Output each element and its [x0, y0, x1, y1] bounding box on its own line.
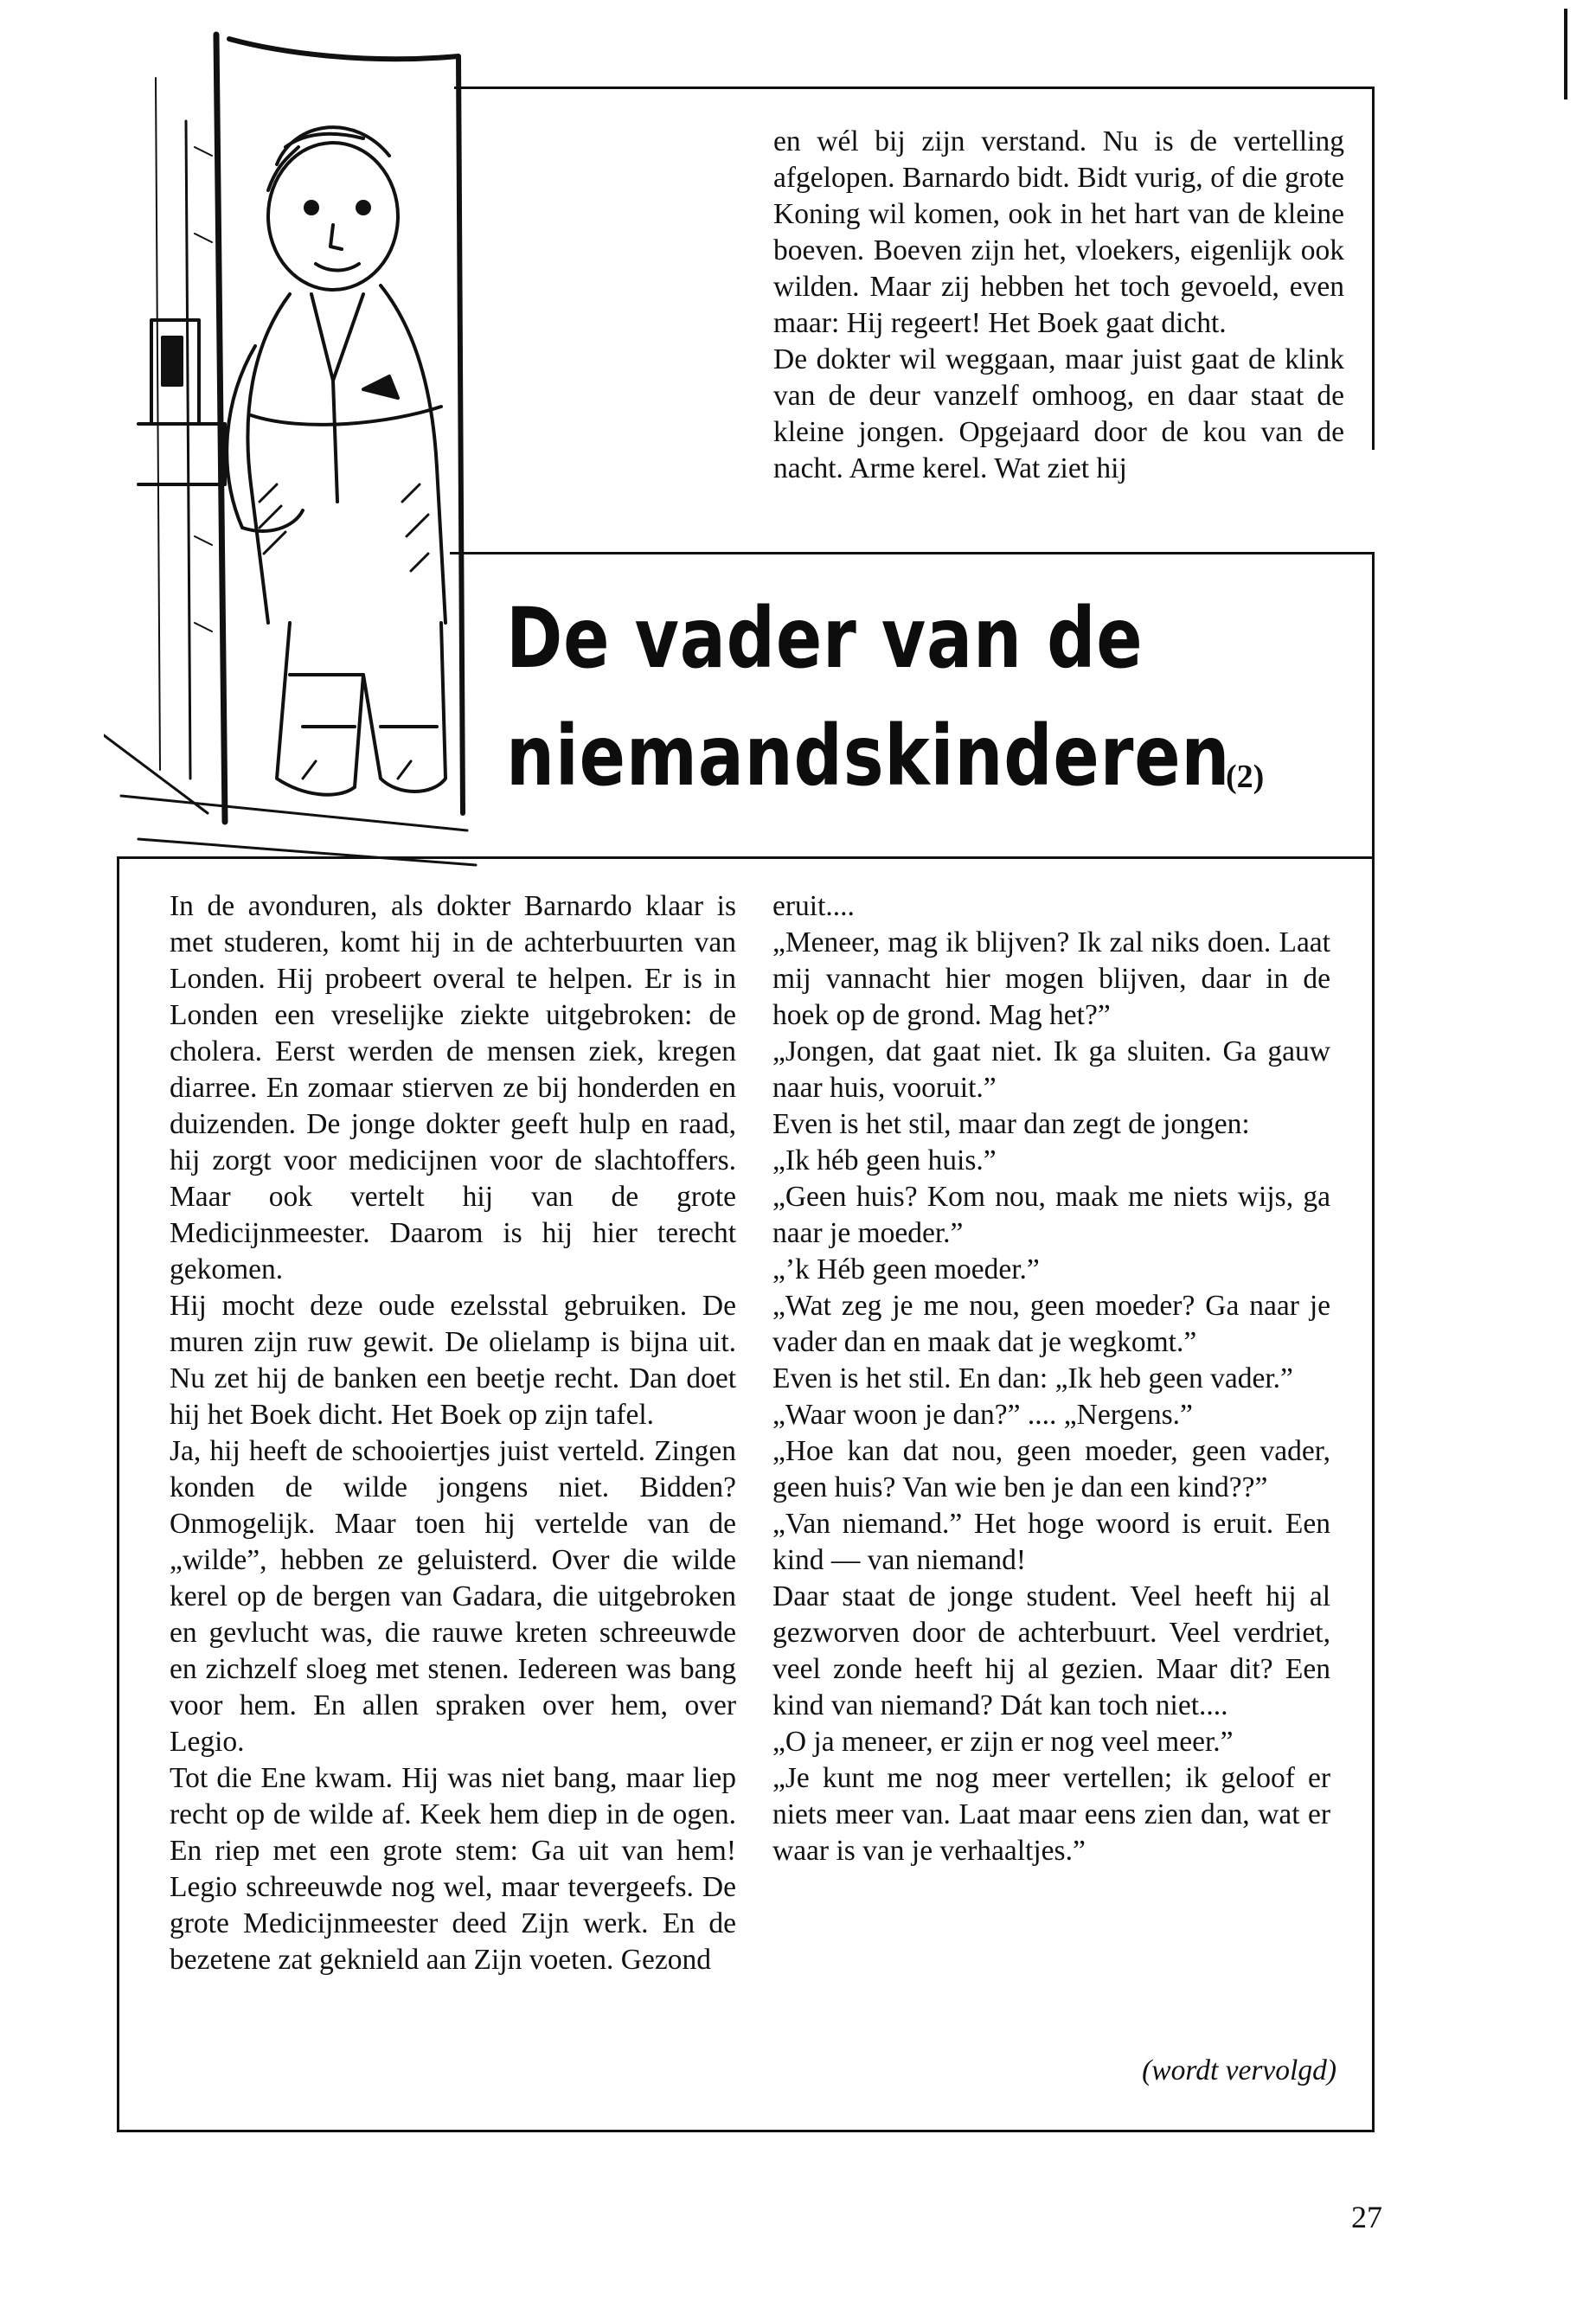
- paragraph: eruit....: [772, 890, 855, 922]
- paragraph: „Waar woon je dan?” .... „Nergens.”: [772, 1399, 1193, 1431]
- title-line-1: De vader van de: [506, 590, 1144, 687]
- box-right-border-top: [1372, 87, 1375, 450]
- paragraph: Even is het stil. En dan: „Ik heb geen vader.”: [772, 1362, 1293, 1394]
- paragraph: Ja, hij heeft de schooiertjes juist verteld. Zingen konden de wilde jongens niet. Bidden? Onmogelijk. Maar toen hij vertelde van de „wilde”, hebben ze geluisterd. Over die wilde kerel op de bergen van Gadara, die uitgebroken en gevlucht was, die rauwe kreten schreeuwde en zichzelf sloeg met stenen. Iedereen was bang voor hem. En allen spraken over hem, over Legio.: [170, 1435, 736, 1758]
- paragraph: „Je kunt me nog meer vertellen; ik geloof er niets meer van. Laat maar eens zien dan, wat er waar is van je verhaaltjes.”: [772, 1762, 1330, 1867]
- paragraph: Tot die Ene kwam. Hij was niet bang, maar liep recht op de wilde af. Keek hem diep in de ogen. En riep met een grote stem: Ga uit van hem! Legio schreeuwde nog wel, maar tevergeefs. De grote Medicijnmeester deed Zijn werk. En de bezetene zat geknield aan Zijn voeten. Gezond: [170, 1762, 736, 1976]
- boy-illustration: [104, 17, 484, 874]
- paragraph: „Van niemand.” Het hoge woord is eruit. Een kind — van niemand!: [772, 1508, 1330, 1576]
- paragraph: Even is het stil, maar dan zegt de jongen:: [772, 1108, 1250, 1140]
- paragraph: „Jongen, dat gaat niet. Ik ga sluiten. Ga gauw naar huis, vooruit.”: [772, 1035, 1330, 1104]
- paragraph: Daar staat de jonge student. Veel heeft hij al gezworven door de achterbuurt. Veel verdriet, veel zonde heeft hij al gezien. Maar dit? Een kind van niemand? Dát kan toch niet....: [772, 1580, 1330, 1721]
- paragraph: „O ja meneer, er zijn er nog veel meer.”: [772, 1726, 1234, 1758]
- box-bottom-border: [117, 2130, 1375, 2132]
- margin-line: [1564, 9, 1567, 99]
- paragraph: Hij mocht deze oude ezelsstal gebruiken. De muren zijn ruw gewit. De olielamp is bijna uit. Nu zet hij de banken een beetje recht. Dan doet hij het Boek dicht. Het Boek op zijn tafel.: [170, 1290, 736, 1431]
- right-column: [772, 888, 1330, 1869]
- paragraph: „Meneer, mag ik blijven? Ik zal niks doen. Laat mij vannacht hier mogen blijven, daar in de hoek op de grond. Mag het?”: [772, 926, 1330, 1031]
- paragraph: „Geen huis? Kom nou, maak me niets wijs, ga naar je moeder.”: [772, 1181, 1330, 1249]
- paragraph: „Hoe kan dat nou, geen moeder, geen vader, geen huis? Van wie ben je dan een kind??”: [772, 1435, 1330, 1503]
- header-text: [773, 124, 1344, 487]
- header-divider: [450, 552, 1374, 554]
- box-right-border: [1372, 856, 1375, 2132]
- title-part-number: (2): [1226, 759, 1265, 795]
- paragraph: „’k Héb geen moeder.”: [772, 1253, 1040, 1285]
- paragraph: De dokter wil weggaan, maar juist gaat de klink van de deur vanzelf omhoog, en daar staat de kleine jongen. Opgejaard door de kou van de nacht. Arme kerel. Wat ziet hij: [773, 343, 1344, 484]
- page-number: 27: [1351, 2200, 1382, 2234]
- box-right-border-mid: [1372, 552, 1375, 859]
- continued-note: (wordt vervolgd): [1142, 2054, 1336, 2086]
- box-left-border: [117, 856, 119, 2132]
- box-top-border: [454, 87, 1373, 89]
- paragraph: en wél bij zijn verstand. Nu is de vertelling afgelopen. Barnardo bidt. Bidt vurig, of die grote Koning wil komen, ook in het hart van de kleine boeven. Boeven zijn het, vloekers, eigenlijk ook wilden. Maar zij hebben het toch gevoeld, even maar: Hij regeert! Het Boek gaat dicht.: [773, 125, 1344, 339]
- paragraph: „Ik héb geen huis.”: [772, 1144, 997, 1176]
- left-column: [170, 888, 736, 1978]
- title-line-2: niemandskinderen: [506, 708, 1231, 804]
- paragraph: In de avonduren, als dokter Barnardo klaar is met studeren, komt hij in de achterbuurten van Londen. Hij probeert overal te helpen. Er is in Londen een vreselijke ziekte uitgebroken: de cholera. Eerst werden de mensen ziek, kregen diarree. En zomaar stierven ze bij honderden en duizenden. De jonge dokter geeft hulp en raad, hij zorgt voor medicijnen voor de slachtoffers. Maar ook vertelt hij van de grote Medicijnmeester. Daarom is hij hier terecht gekomen.: [170, 890, 736, 1285]
- paragraph: „Wat zeg je me nou, geen moeder? Ga naar je vader dan en maak dat je wegkomt.”: [772, 1290, 1330, 1358]
- article-title: [506, 590, 1371, 836]
